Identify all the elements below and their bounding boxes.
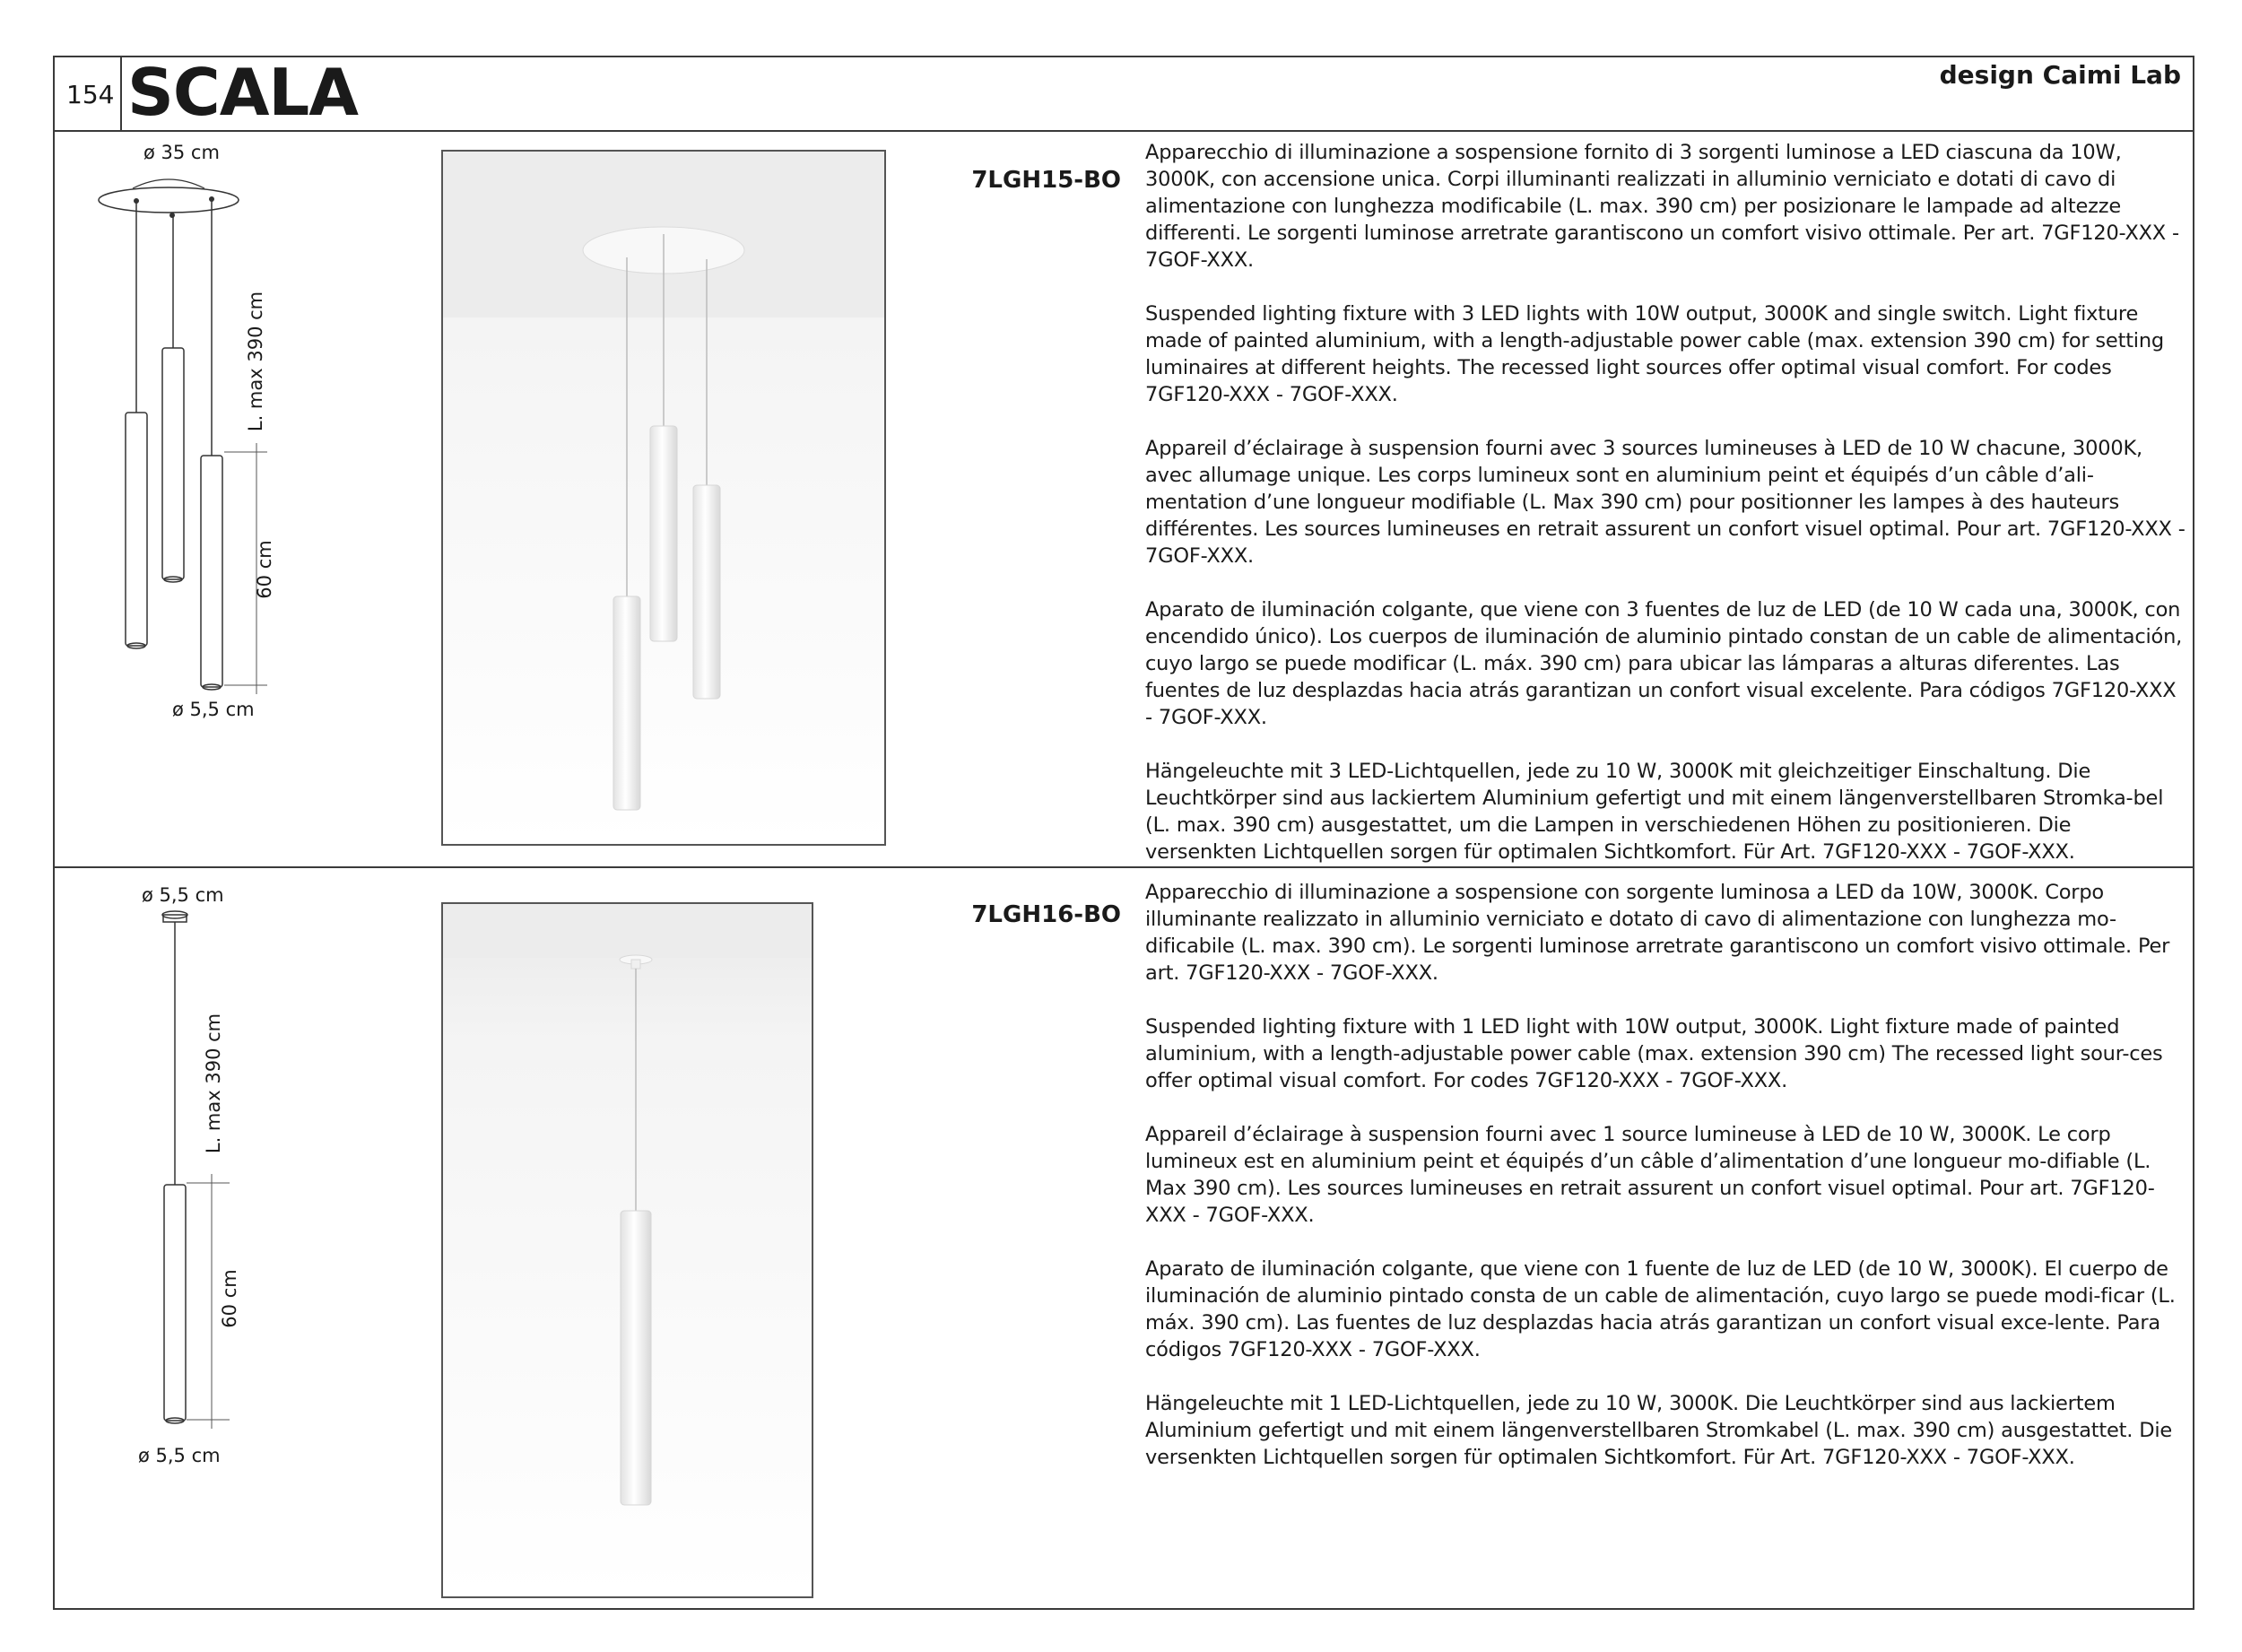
cable-length-label: L. max 390 cm bbox=[245, 291, 266, 432]
page-number-divider bbox=[120, 56, 122, 132]
designer-credit: design Caimi Lab bbox=[1939, 60, 2181, 90]
description-french: Appareil d’éclairage à suspension fourni avec 3 sources lumineuses à LED de 10 W chacune, 3000K, avec allumage unique. Les corps lumineux sont en aluminium peint et équipés d’un câble d’ali-mentation d’une longueur modifiable (L. Max 390 cm) pour positionner les lampes à des hauteurs différentes. Les sources lumineuses en retrait assurent un confort visuel optimal. Pour art. 7GF120-XXX - 7GOF-XXX. bbox=[1145, 437, 2186, 568]
product-code: 7LGH15-BO bbox=[971, 167, 1121, 194]
product-descriptions bbox=[1145, 879, 2186, 1498]
product-photo-1-light bbox=[441, 902, 813, 1598]
technical-drawing-1-light bbox=[135, 901, 251, 1439]
product-code: 7LGH16-BO bbox=[971, 901, 1121, 928]
description-italian: Apparecchio di illuminazione a sospensione con sorgente luminosa a LED da 10W, 3000K. Corpo illuminante realizzato in alluminio verniciato e dotato di cavo di alimentazione con lunghezza mo-dificabile (L. max. 390 cm). Le sorgenti luminose arretrate garantiscono un comfort visivo ottimale. Per art. 7GF120-XXX - 7GOF-XXX. bbox=[1145, 881, 2170, 985]
canopy-diameter-label: ø 5,5 cm bbox=[142, 884, 224, 906]
cable-length-label: L. max 390 cm bbox=[203, 1013, 224, 1154]
description-french: Appareil d’éclairage à suspension fourni avec 1 source lumineuse à LED de 10 W, 3000K. Le corp lumineux est en aluminium peint et équipés d’un câble d’alimentation d’une longueur mo-difiable (L. Max 390 cm). Les sources lumineuses en retrait assurent un confort visuel optimal. Pour art. 7GF120-XXX - 7GOF-XXX. bbox=[1145, 1123, 2155, 1227]
description-italian: Apparecchio di illuminazione a sospensione fornito di 3 sorgenti luminose a LED ciascuna da 10W, 3000K, con accensione unica. Corpi illuminanti realizzati in alluminio verniciato e dotati di cavo di alimentazione con lunghezza modificabile (L. max. 390 cm) per posizionare le lampade ad altezze differenti. Le sorgenti luminose arretrate garantiscono un comfort visivo ottimale. Per art. 7GF120-XXX - 7GOF-XXX. bbox=[1145, 141, 2179, 272]
description-german: Hängeleuchte mit 3 LED-Lichtquellen, jede zu 10 W, 3000K mit gleichzeitiger Einschaltung. Die Leuchtkörper sind aus lackiertem Aluminium gefertigt und mit einem längenverstellbaren Stromka-bel (L. max. 390 cm) ausgestattet, um die Lampen in verschiedenen Höhen zu positionieren. Die versenkten Lichtquellen sorgen für optimalen Sichtkomfort. Für Art. 7GF120-XXX - 7GOF-XXX. bbox=[1145, 760, 2164, 864]
body-length-label: 60 cm bbox=[254, 540, 275, 599]
description-english: Suspended lighting fixture with 3 LED lights with 10W output, 3000K and single switch. Light fixture made of painted aluminium, with a length-adjustable power cable (max. extension 390 cm) for setting luminaires at different heights. The recessed light sources offer optimal visual comfort. For codes 7GF120-XXX - 7GOF-XXX. bbox=[1145, 302, 2165, 406]
technical-drawing-3-lights bbox=[90, 161, 296, 700]
description-spanish: Aparato de iluminación colgante, que viene con 3 fuentes de luz de LED (de 10 W cada una, 3000K, con encendido único). Los cuerpos de iluminación de aluminio pintado constan de un cable de alimentación, cuyo largo se puede modificar (L. máx. 390 cm) para ubicar las lámparas a alturas diferentes. Las fuentes de luz desplazdas hacia atrás garantizan un confort visual excelente. Para códigos 7GF120-XXX - 7GOF-XXX. bbox=[1145, 598, 2183, 729]
body-diameter-label: ø 5,5 cm bbox=[172, 699, 255, 720]
header-divider bbox=[53, 130, 2194, 132]
body-length-label: 60 cm bbox=[219, 1269, 240, 1328]
body-diameter-label: ø 5,5 cm bbox=[138, 1445, 221, 1466]
canopy-diameter-label: ø 35 cm bbox=[143, 142, 220, 163]
description-english: Suspended lighting fixture with 1 LED light with 10W output, 3000K. Light fixture made of painted aluminium, with a length-adjustable power cable (max. extension 390 cm) The recessed light sour-ces offer optimal visual comfort. For codes 7GF120-XXX - 7GOF-XXX. bbox=[1145, 1015, 2163, 1092]
page-number: 154 bbox=[66, 80, 115, 109]
description-spanish: Aparato de iluminación colgante, que viene con 1 fuente de luz de LED (de 10 W, 3000K). El cuerpo de iluminación de aluminio pintado consta de un cable de alimentación, cuyo largo se puede modi-ficar (L. máx. 390 cm). Las fuentes de luz desplazdas hacia atrás garantizan un confort visual exce-lente. Para códigos 7GF120-XXX - 7GOF-XXX. bbox=[1145, 1257, 2176, 1361]
description-german: Hängeleuchte mit 1 LED-Lichtquellen, jede zu 10 W, 3000K. Die Leuchtkörper sind aus lackiertem Aluminium gefertigt und mit einem längenverstellbaren Stromkabel (L. max. 390 cm) ausgestattet. Die versenkten Lichtquellen sorgen für optimalen Sichtkomfort. Für Art. 7GF120-XXX - 7GOF-XXX. bbox=[1145, 1392, 2173, 1469]
page-title: SCALA bbox=[127, 55, 359, 130]
product-photo-3-lights bbox=[441, 150, 886, 846]
product-descriptions bbox=[1145, 139, 2186, 892]
